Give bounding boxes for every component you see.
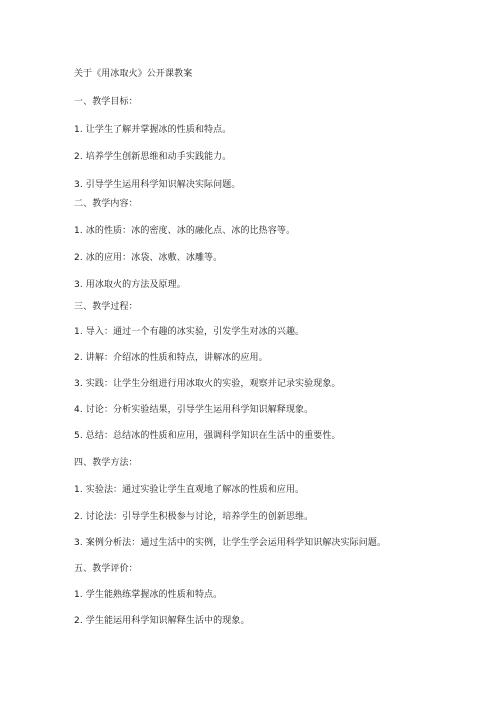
list-item: 1. 导入：通过一个有趣的冰实验，引发学生对冰的兴趣。 bbox=[74, 327, 305, 337]
list-item: 1. 让学生了解并掌握冰的性质和特点。 bbox=[74, 125, 232, 135]
list-item: 2. 讨论法：引导学生积极参与讨论，培养学生的创新思维。 bbox=[74, 512, 314, 522]
section-heading: 二、教学内容： bbox=[74, 199, 138, 209]
list-item: 2. 学生能运用科学知识解释生活中的现象。 bbox=[74, 616, 250, 626]
list-item: 2. 讲解：介绍冰的性质和特点，讲解冰的应用。 bbox=[74, 353, 268, 363]
document-title: 关于《用冰取火》公开课教案 bbox=[74, 69, 193, 79]
list-item: 3. 引导学生运用科学知识解决实际问题。 bbox=[74, 180, 241, 190]
section-heading: 四、教学方法： bbox=[74, 458, 138, 468]
list-item: 1. 学生能熟练掌握冰的性质和特点。 bbox=[74, 590, 223, 600]
list-item: 3. 实践：让学生分组进行用冰取火的实验，观察并记录实验现象。 bbox=[74, 379, 341, 389]
list-item: 1. 冰的性质：冰的密度、冰的融化点、冰的比热容等。 bbox=[74, 226, 296, 236]
list-item: 1. 实验法：通过实验让学生直观地了解冰的性质和应用。 bbox=[74, 485, 305, 495]
list-item: 5. 总结：总结冰的性质和应用，强调科学知识在生活中的重要性。 bbox=[74, 431, 341, 441]
list-item: 4. 讨论：分析实验结果，引导学生运用科学知识解释现象。 bbox=[74, 405, 314, 415]
section-heading: 一、教学目标： bbox=[74, 97, 138, 107]
section-heading: 三、教学过程： bbox=[74, 302, 138, 312]
list-item: 2. 冰的应用：冰袋、冰敷、冰雕等。 bbox=[74, 253, 223, 263]
list-item: 3. 案例分析法：通过生活中的实例，让学生学会运用科学知识解决实际问题。 bbox=[74, 538, 387, 548]
section-heading: 五、教学评价： bbox=[74, 564, 138, 574]
list-item: 3. 用冰取火的方法及原理。 bbox=[74, 280, 186, 290]
list-item: 2. 培养学生创新思维和动手实践能力。 bbox=[74, 152, 232, 162]
